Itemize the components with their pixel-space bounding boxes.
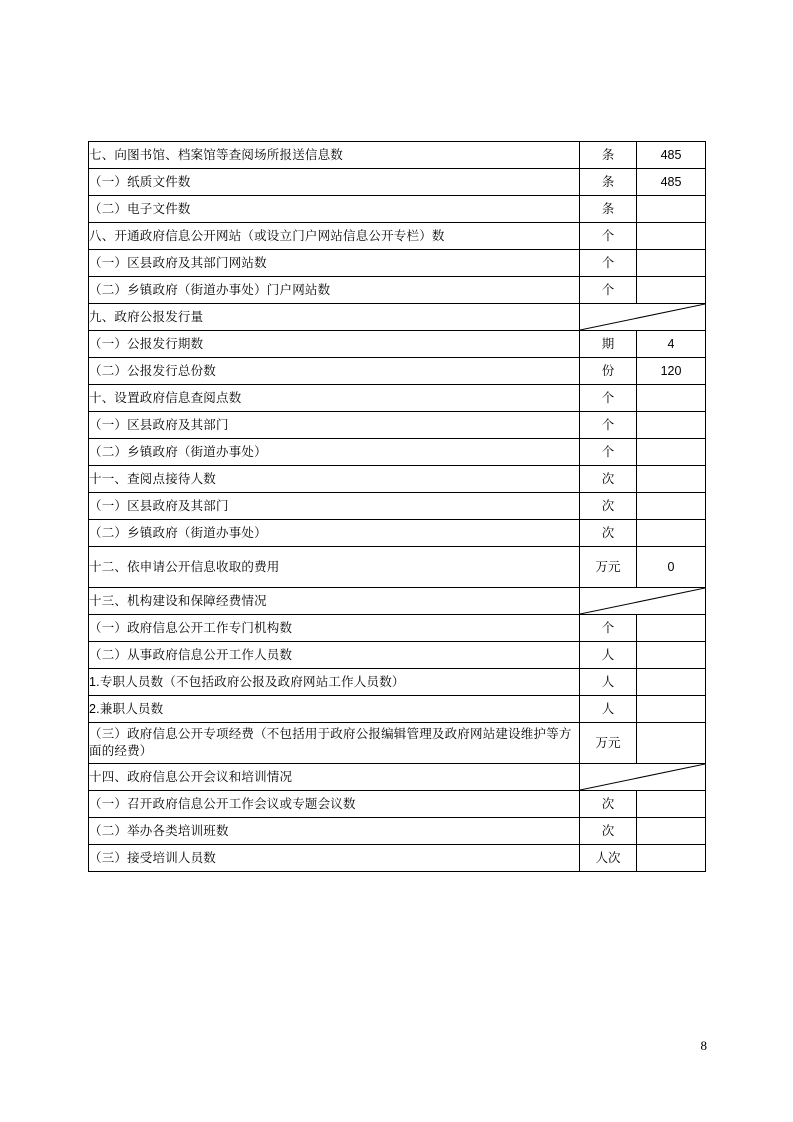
row-unit: 人	[580, 696, 637, 723]
row-value	[637, 412, 706, 439]
row-unit: 人	[580, 642, 637, 669]
row-unit: 个	[580, 250, 637, 277]
row-value	[637, 250, 706, 277]
row-label: 十二、依申请公开信息收取的费用	[89, 547, 580, 588]
table-row	[89, 331, 706, 358]
row-slashed-cell	[580, 764, 706, 791]
table-row	[89, 764, 706, 791]
row-value	[637, 196, 706, 223]
row-value: 485	[637, 142, 706, 169]
row-unit: 个	[580, 277, 637, 304]
row-unit: 条	[580, 169, 637, 196]
row-label: （二）电子文件数	[89, 196, 580, 223]
table-row	[89, 412, 706, 439]
row-label: （一）区县政府及其部门	[89, 412, 580, 439]
row-label: 十、设置政府信息查阅点数	[89, 385, 580, 412]
row-unit: 次	[580, 791, 637, 818]
statistics-table-container	[88, 141, 706, 872]
table-row	[89, 547, 706, 588]
row-label: （二）乡镇政府（街道办事处）门户网站数	[89, 277, 580, 304]
row-value	[637, 493, 706, 520]
row-value: 120	[637, 358, 706, 385]
row-value	[637, 669, 706, 696]
diagonal-line-icon	[580, 588, 705, 614]
table-body	[89, 142, 706, 872]
row-unit: 条	[580, 142, 637, 169]
row-unit: 人次	[580, 845, 637, 872]
row-value	[637, 723, 706, 764]
row-unit: 人	[580, 669, 637, 696]
row-unit: 次	[580, 818, 637, 845]
table-row	[89, 439, 706, 466]
row-value	[637, 466, 706, 493]
table-row	[89, 277, 706, 304]
row-unit: 万元	[580, 547, 637, 588]
row-unit: 个	[580, 615, 637, 642]
row-label: （二）从事政府信息公开工作人员数	[89, 642, 580, 669]
row-unit: 期	[580, 331, 637, 358]
row-unit: 万元	[580, 723, 637, 764]
table-row	[89, 588, 706, 615]
table-row	[89, 196, 706, 223]
row-label: 十三、机构建设和保障经费情况	[89, 588, 580, 615]
row-value: 4	[637, 331, 706, 358]
row-value	[637, 223, 706, 250]
row-label: （三）政府信息公开专项经费（不包括用于政府公报编辑管理及政府网站建设维护等方面的经费）	[89, 723, 580, 764]
row-unit: 个	[580, 412, 637, 439]
government-information-disclosure-table	[88, 141, 706, 872]
row-label: （一）召开政府信息公开工作会议或专题会议数	[89, 791, 580, 818]
row-value	[637, 696, 706, 723]
table-row	[89, 169, 706, 196]
diagonal-line-icon	[580, 304, 705, 330]
row-value	[637, 818, 706, 845]
row-value	[637, 520, 706, 547]
row-value	[637, 277, 706, 304]
row-label: （二）公报发行总份数	[89, 358, 580, 385]
row-unit: 次	[580, 520, 637, 547]
row-label: 九、政府公报发行量	[89, 304, 580, 331]
row-label: （一）公报发行期数	[89, 331, 580, 358]
table-row	[89, 358, 706, 385]
row-label: 七、向图书馆、档案馆等查阅场所报送信息数	[89, 142, 580, 169]
row-label: 八、开通政府信息公开网站（或设立门户网站信息公开专栏）数	[89, 223, 580, 250]
table-row	[89, 791, 706, 818]
table-row	[89, 520, 706, 547]
row-label: （一）区县政府及其部门	[89, 493, 580, 520]
row-slashed-cell	[580, 304, 706, 331]
table-row	[89, 723, 706, 764]
row-value: 0	[637, 547, 706, 588]
row-value	[637, 791, 706, 818]
table-row	[89, 385, 706, 412]
table-row	[89, 696, 706, 723]
row-label: （三）接受培训人员数	[89, 845, 580, 872]
row-unit: 个	[580, 223, 637, 250]
table-row	[89, 642, 706, 669]
row-unit: 份	[580, 358, 637, 385]
row-unit: 次	[580, 493, 637, 520]
row-label: （二）乡镇政府（街道办事处）	[89, 439, 580, 466]
row-unit: 个	[580, 385, 637, 412]
row-label: （二）乡镇政府（街道办事处）	[89, 520, 580, 547]
row-value: 485	[637, 169, 706, 196]
table-row	[89, 615, 706, 642]
row-value	[637, 385, 706, 412]
row-unit: 次	[580, 466, 637, 493]
page-number: 8	[700, 1038, 707, 1053]
table-row	[89, 466, 706, 493]
table-row	[89, 304, 706, 331]
row-value	[637, 615, 706, 642]
row-slashed-cell	[580, 588, 706, 615]
row-label: 十一、查阅点接待人数	[89, 466, 580, 493]
row-value	[637, 845, 706, 872]
row-value	[637, 642, 706, 669]
row-value	[637, 439, 706, 466]
row-label: （一）政府信息公开工作专门机构数	[89, 615, 580, 642]
row-label: （二）举办各类培训班数	[89, 818, 580, 845]
row-unit: 个	[580, 439, 637, 466]
table-row	[89, 142, 706, 169]
row-label: （一）纸质文件数	[89, 169, 580, 196]
row-unit: 条	[580, 196, 637, 223]
row-label: 1.专职人员数（不包括政府公报及政府网站工作人员数）	[89, 669, 580, 696]
diagonal-line-icon	[580, 764, 705, 790]
table-row	[89, 250, 706, 277]
row-label: （一）区县政府及其部门网站数	[89, 250, 580, 277]
table-row	[89, 493, 706, 520]
row-label: 2.兼职人员数	[89, 696, 580, 723]
row-label: 十四、政府信息公开会议和培训情况	[89, 764, 580, 791]
table-row	[89, 669, 706, 696]
table-row	[89, 818, 706, 845]
table-row	[89, 845, 706, 872]
table-row	[89, 223, 706, 250]
